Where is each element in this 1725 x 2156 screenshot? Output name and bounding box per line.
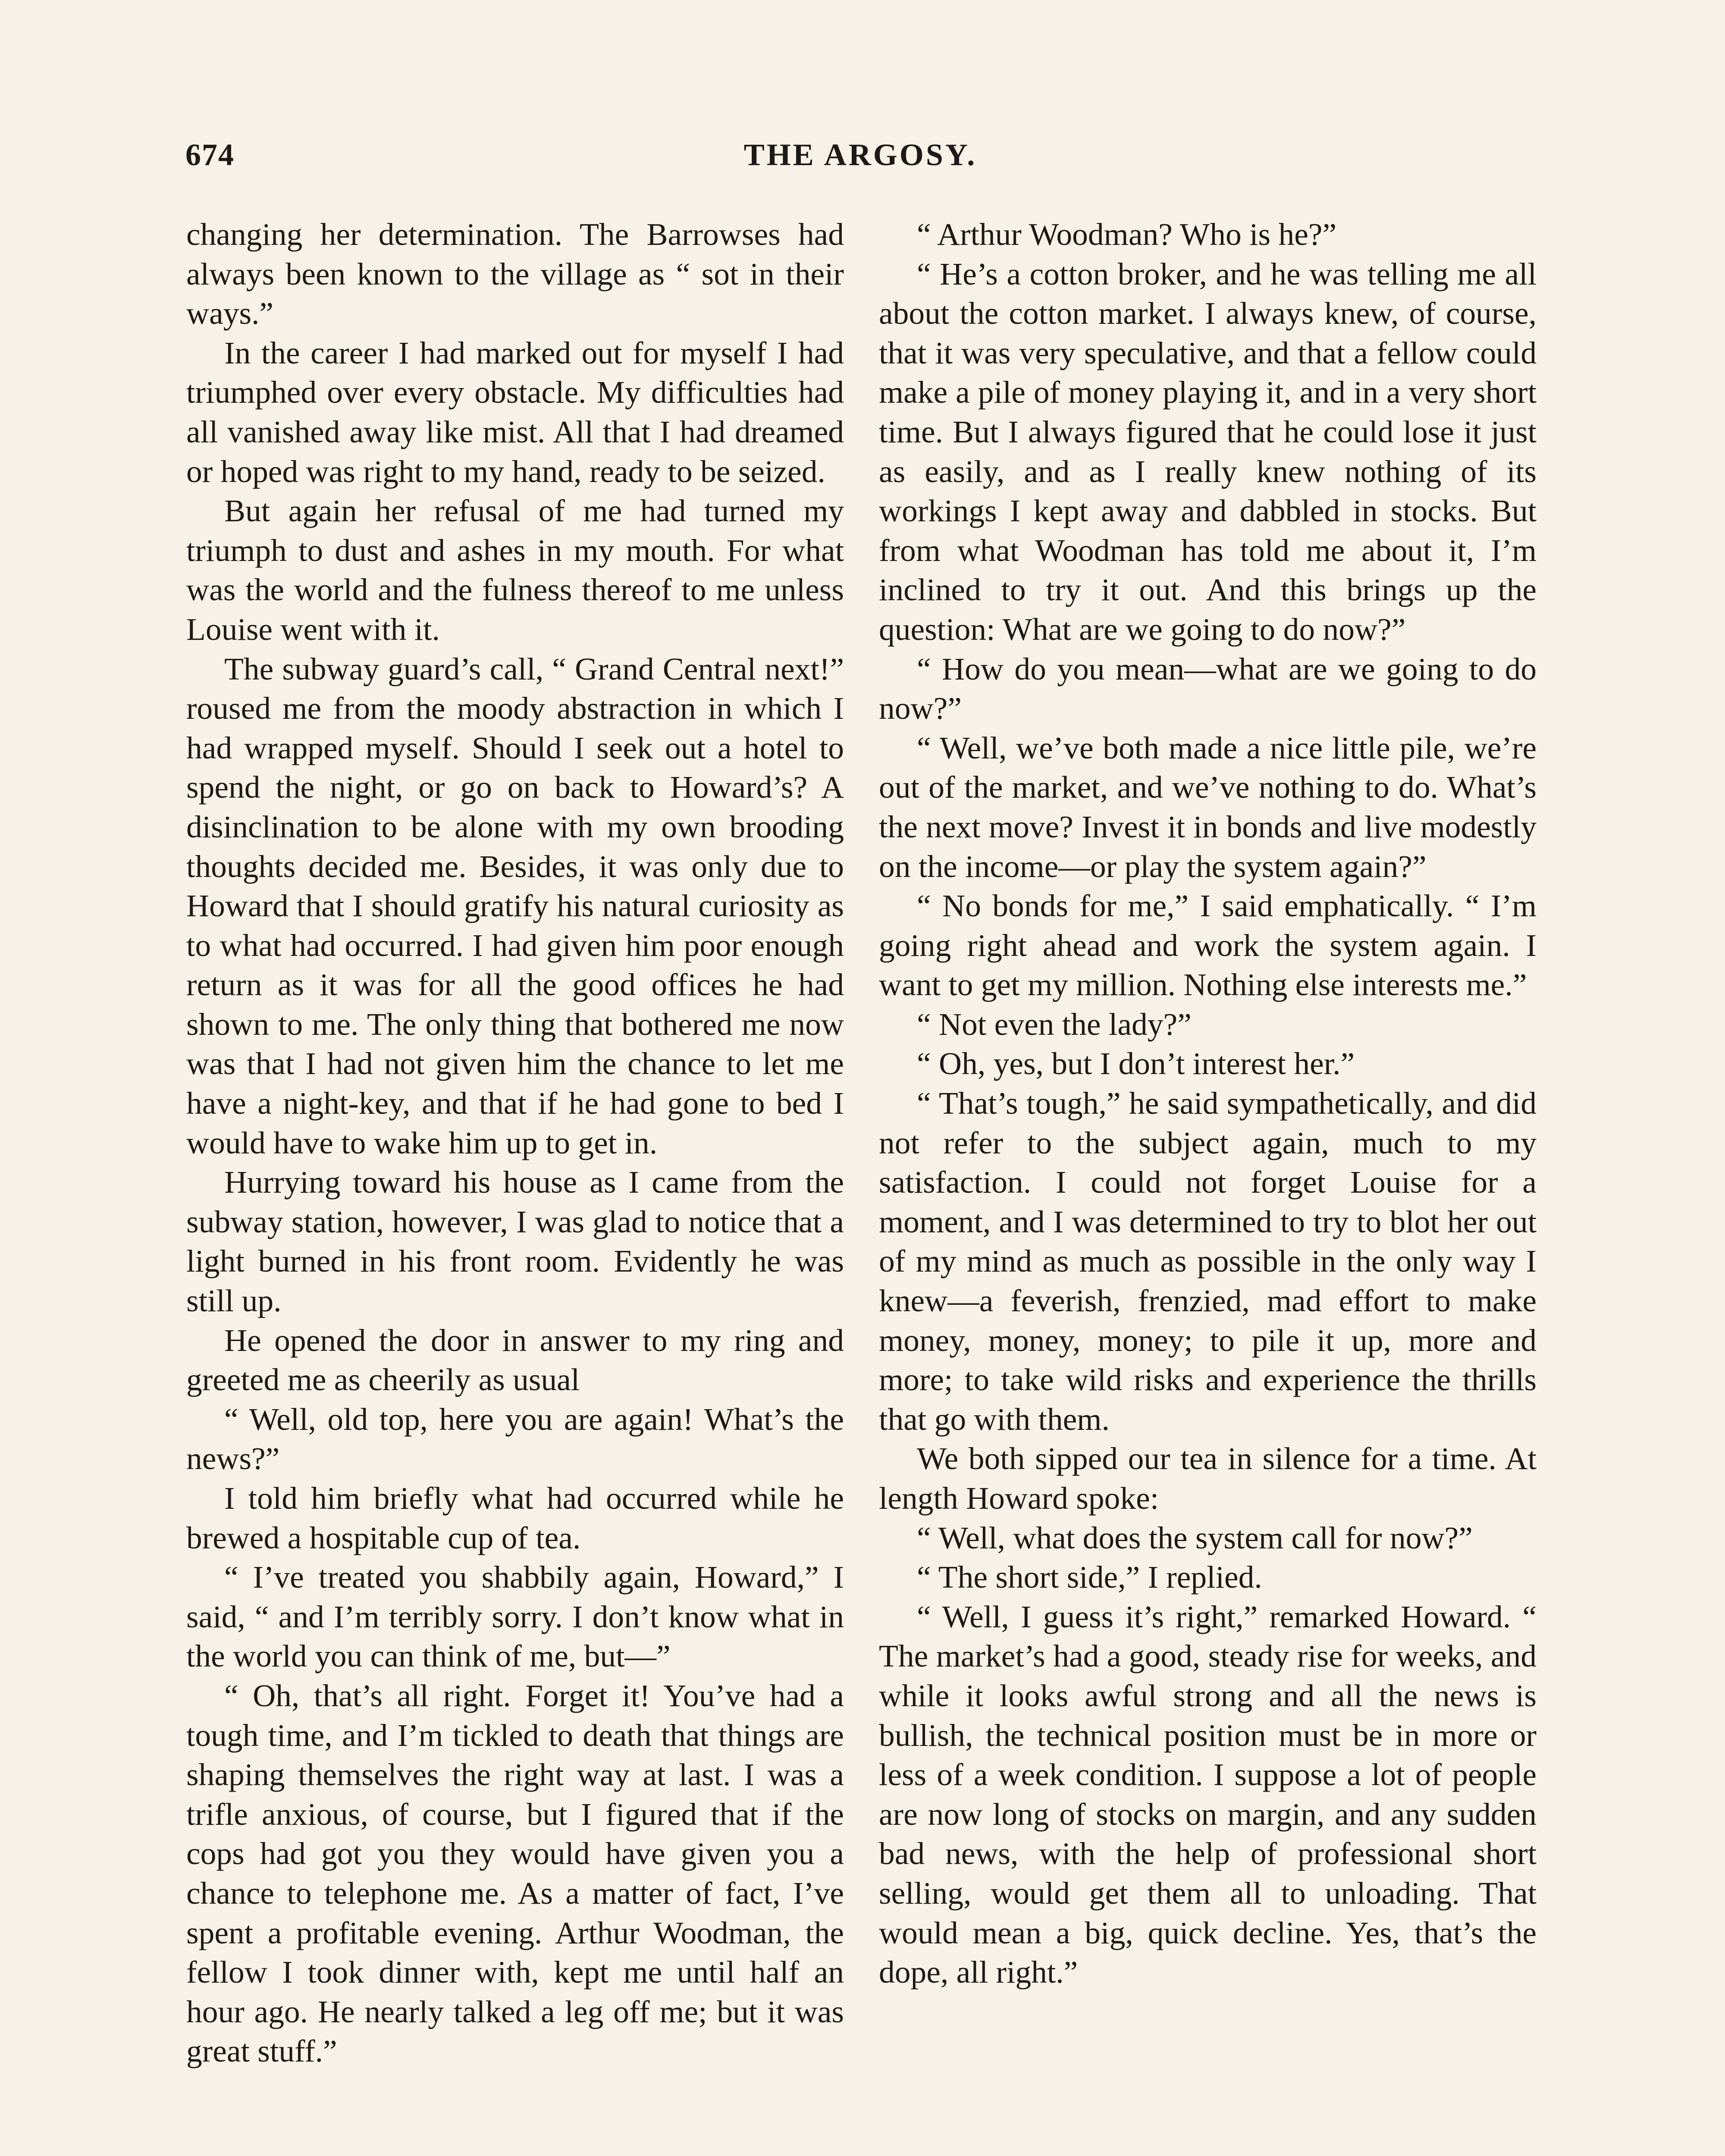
paragraph: “ I’ve treated you shabbily again, Howard,” I said, “ and I’m terribly sorry. I don’t know what in the world you can think of me, but—” <box>186 1560 844 1674</box>
left-column <box>186 215 844 2071</box>
paragraph: “ Arthur Woodman? Who is he?” <box>917 217 1337 252</box>
page-header <box>185 137 1535 185</box>
paragraph: “ The short side,” I replied. <box>917 1560 1262 1595</box>
paragraph: “ He’s a cotton broker, and he was telling me all about the cotton market. I always knew, of course, that it was very speculative, and that a fellow could make a pile of money playing it, and in a very short time. But I always figured that he could lose it just as easily, and as I really knew nothing of its workings I kept away and dabbled in stocks. But from what Woodman has told me about it, I’m inclined to try it out. And this brings up the question: What are we going to do now?” <box>879 256 1537 647</box>
page-number: 674 <box>185 138 235 172</box>
paragraph: “ Well, what does the system call for now?” <box>917 1520 1473 1555</box>
paragraph: He opened the door in answer to my ring and greeted me as cheerily as usual <box>186 1322 844 1398</box>
paragraph: But again her refusal of me had turned my triumph to dust and ashes in my mouth. For what was the world and the fulness thereof to me unless Louise went with it. <box>186 493 844 647</box>
paragraph: “ How do you mean—what are we going to do now?” <box>879 651 1537 726</box>
paragraph: “ Well, old top, here you are again! What’s the news?” <box>186 1401 844 1476</box>
paragraph: “ Well, we’ve both made a nice little pile, we’re out of the market, and we’ve nothing to do. What’s the next move? Invest it in bonds and live modestly on the income—or play the system again?” <box>879 730 1537 884</box>
paragraph: “ Oh, yes, but I don’t interest her.” <box>917 1046 1355 1081</box>
paragraph: “ That’s tough,” he said sympathetically, and did not refer to the subject again, much to my satisfaction. I could not forget Louise for a moment, and I was determined to try to blot her out of my mind as much as possible in the only way I knew—a feverish, frenzied, mad effort to make money, money, money; to pile it up, more and more; to take wild risks and experience the thrills that go with them. <box>879 1086 1537 1437</box>
magazine-title: THE ARGOSY. <box>743 138 977 172</box>
paragraph: “ Not even the lady?” <box>917 1006 1192 1042</box>
paragraph: Hurrying toward his house as I came from the subway station, however, I was glad to notice that a light burned in his front room. Evidently he was still up. <box>186 1165 844 1319</box>
right-column <box>879 215 1537 1992</box>
paragraph: The subway guard’s call, “ Grand Central next!” roused me from the moody abstraction in which I had wrapped myself. Should I seek out a hotel to spend the night, or go on back to Howard’s? A disinclination to be alone with my own brooding thoughts decided me. Besides, it was only due to Howard that I should gratify his natural curiosity as to what had occurred. I had given him poor enough return as it was for all the good offices he had shown to me. The only thing that bothered me now was that I had not given him the chance to let me have a night-key, and that if he had gone to bed I would have to wake him up to get in. <box>186 651 844 1160</box>
paragraph: We both sipped our tea in silence for a time. At length Howard spoke: <box>879 1441 1537 1516</box>
paragraph: “ Oh, that’s all right. Forget it! You’ve had a tough time, and I’m tickled to death that things are shaping themselves the right way at last. I was a trifle anxious, of course, but I figured that if the cops had got you they would have given you a chance to telephone me. As a matter of fact, I’ve spent a profitable evening. Arthur Woodman, the fellow I took dinner with, kept me until half an hour ago. He nearly talked a leg off me; but it was great stuff.” <box>186 1678 844 2069</box>
paragraph: “ No bonds for me,” I said emphatically. “ I’m going right ahead and work the system again. I want to get my million. Nothing else interests me.” <box>879 888 1537 1003</box>
paragraph: I told him briefly what had occurred while he brewed a hospitable cup of tea. <box>186 1481 844 1555</box>
paragraph: changing her determination. The Barrowses had always been known to the village as “ sot in their ways.” <box>186 217 844 331</box>
paragraph: In the career I had marked out for myself I had triumphed over every obstacle. My difficulties had all vanished away like mist. All that I had dreamed or hoped was right to my hand, ready to be seized. <box>186 335 844 489</box>
paragraph: “ Well, I guess it’s right,” remarked Howard. “ The market’s had a good, steady rise for weeks, and while it looks awful strong and all the news is bullish, the technical position must be in more or less of a week condition. I suppose a lot of people are now long of stocks on margin, and any sudden bad news, with the help of professional short selling, would get them all to unloading. That would mean a big, quick decline. Yes, that’s the dope, all right.” <box>879 1599 1537 1990</box>
